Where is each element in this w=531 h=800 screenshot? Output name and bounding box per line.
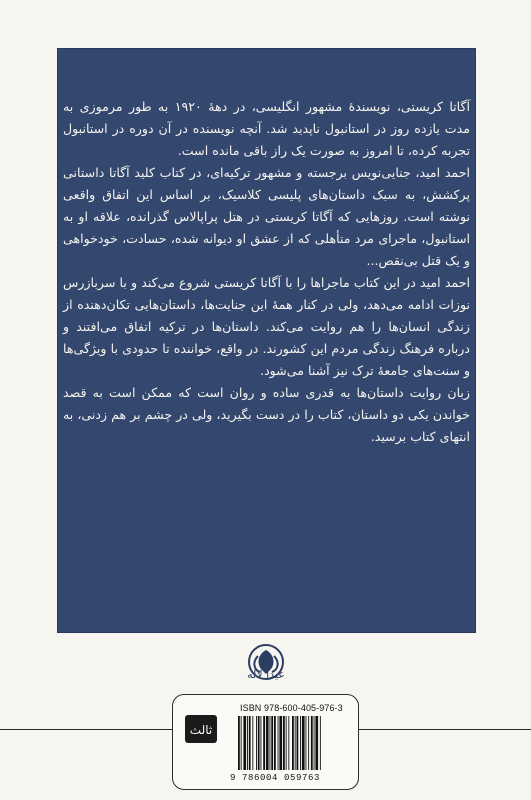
barcode-bar: [278, 716, 279, 770]
barcode-bar: [300, 716, 301, 770]
publisher-logo-icon: [185, 715, 217, 743]
barcode-bar: [302, 716, 305, 770]
barcode-bar: [261, 716, 262, 770]
barcode-bar: [243, 716, 246, 770]
barcode-bar: [271, 716, 273, 770]
divider-left: [0, 729, 172, 730]
barcode-bar: [314, 716, 315, 770]
barcode-bar: [311, 716, 313, 770]
barcode-bar: [258, 716, 260, 770]
barcode-bar: [270, 716, 271, 770]
barcode-bar: [241, 716, 242, 770]
barcode-bar: [306, 716, 307, 770]
publisher-logo-letters: ثالث: [189, 723, 213, 737]
barcode-bar: [263, 716, 265, 770]
barcode-bar: [249, 716, 251, 770]
barcode-bar: [252, 716, 253, 770]
blurb-paragraph: احمد امید، جنایی‌نویس برجسته و مشهور ترکیه‌ای، در کتاب کلید آگاتا داستانی پرکشش، به سبک داستان‌های پلیسی کلاسیک، بر اساس این اتفاق واقعی نوشته است. روزهایی که آگاتا کریستی در هتل پراپالاس گذرانده، علاقه او به استانبول، ماجرای مرد متأهلی که از عشق او دیوانه شده، حسادت، خودخواهی و یک قتل بی‌نقص...: [63, 165, 470, 268]
barcode-bar: [256, 716, 257, 770]
barcode-bar: [266, 716, 269, 770]
barcode-bar: [238, 716, 240, 770]
barcode-bar: [288, 716, 289, 770]
barcode-bar: [247, 716, 248, 770]
barcode-bar: [320, 716, 321, 770]
barcode-bar: [286, 716, 287, 770]
isbn-label: ISBN 978-600-405-976-3: [240, 703, 343, 713]
barcode-bar: [295, 716, 296, 770]
blurb-paragraph: زبان روایت داستان‌ها به قدری ساده و روان است که ممکن است به قصد خواندن یکی دو داستان، کتاب را در دست بگیرید، ولی در چشم بر هم زدنی، به انتهای کتاب برسید.: [63, 385, 470, 444]
barcode-digits: 9 786004 059763: [230, 773, 321, 783]
blurb-paragraph: آگاتا کریستی، نویسندهٔ مشهور انگلیسی، در دههٔ ۱۹۲۰ به طور مرموزی به مدت یازده روز در استانبول ناپدید شد. آنچه نویسنده در آن دوره در استانبول تجربه کرده، تا امروز به صورت یک راز باقی مانده است.: [63, 99, 470, 158]
barcode-bar: [315, 716, 318, 770]
barcode-bar: [279, 716, 282, 770]
isbn-barcode: [236, 716, 346, 774]
barcode-bar: [274, 716, 276, 770]
barcode-bar: [297, 716, 299, 770]
back-cover-blurb: [63, 96, 470, 448]
blurb-paragraph: احمد امید در این کتاب ماجراها را با آگاتا کریستی شروع می‌کند و با سربازرس نوزات ادامه می‌دهد، ولی در کنار همهٔ این جنایت‌ها، داستان‌هایی تکان‌دهنده از زندگی انسان‌ها را هم روایت می‌کند. داستان‌ها در ترکیه اتفاق می‌افتند و درباره فرهنگ زندگی مردم این کشورند. در واقع، خواننده تا حدودی با ویژگی‌ها و سنت‌های جامعهٔ ترک نیز آشنا می‌شود.: [63, 275, 470, 378]
divider-right: [359, 729, 531, 730]
barcode-bar: [292, 716, 294, 770]
barcode-bar: [283, 716, 285, 770]
publisher-emblem-label: عیدا لاله: [247, 668, 285, 681]
barcode-bar: [308, 716, 309, 770]
